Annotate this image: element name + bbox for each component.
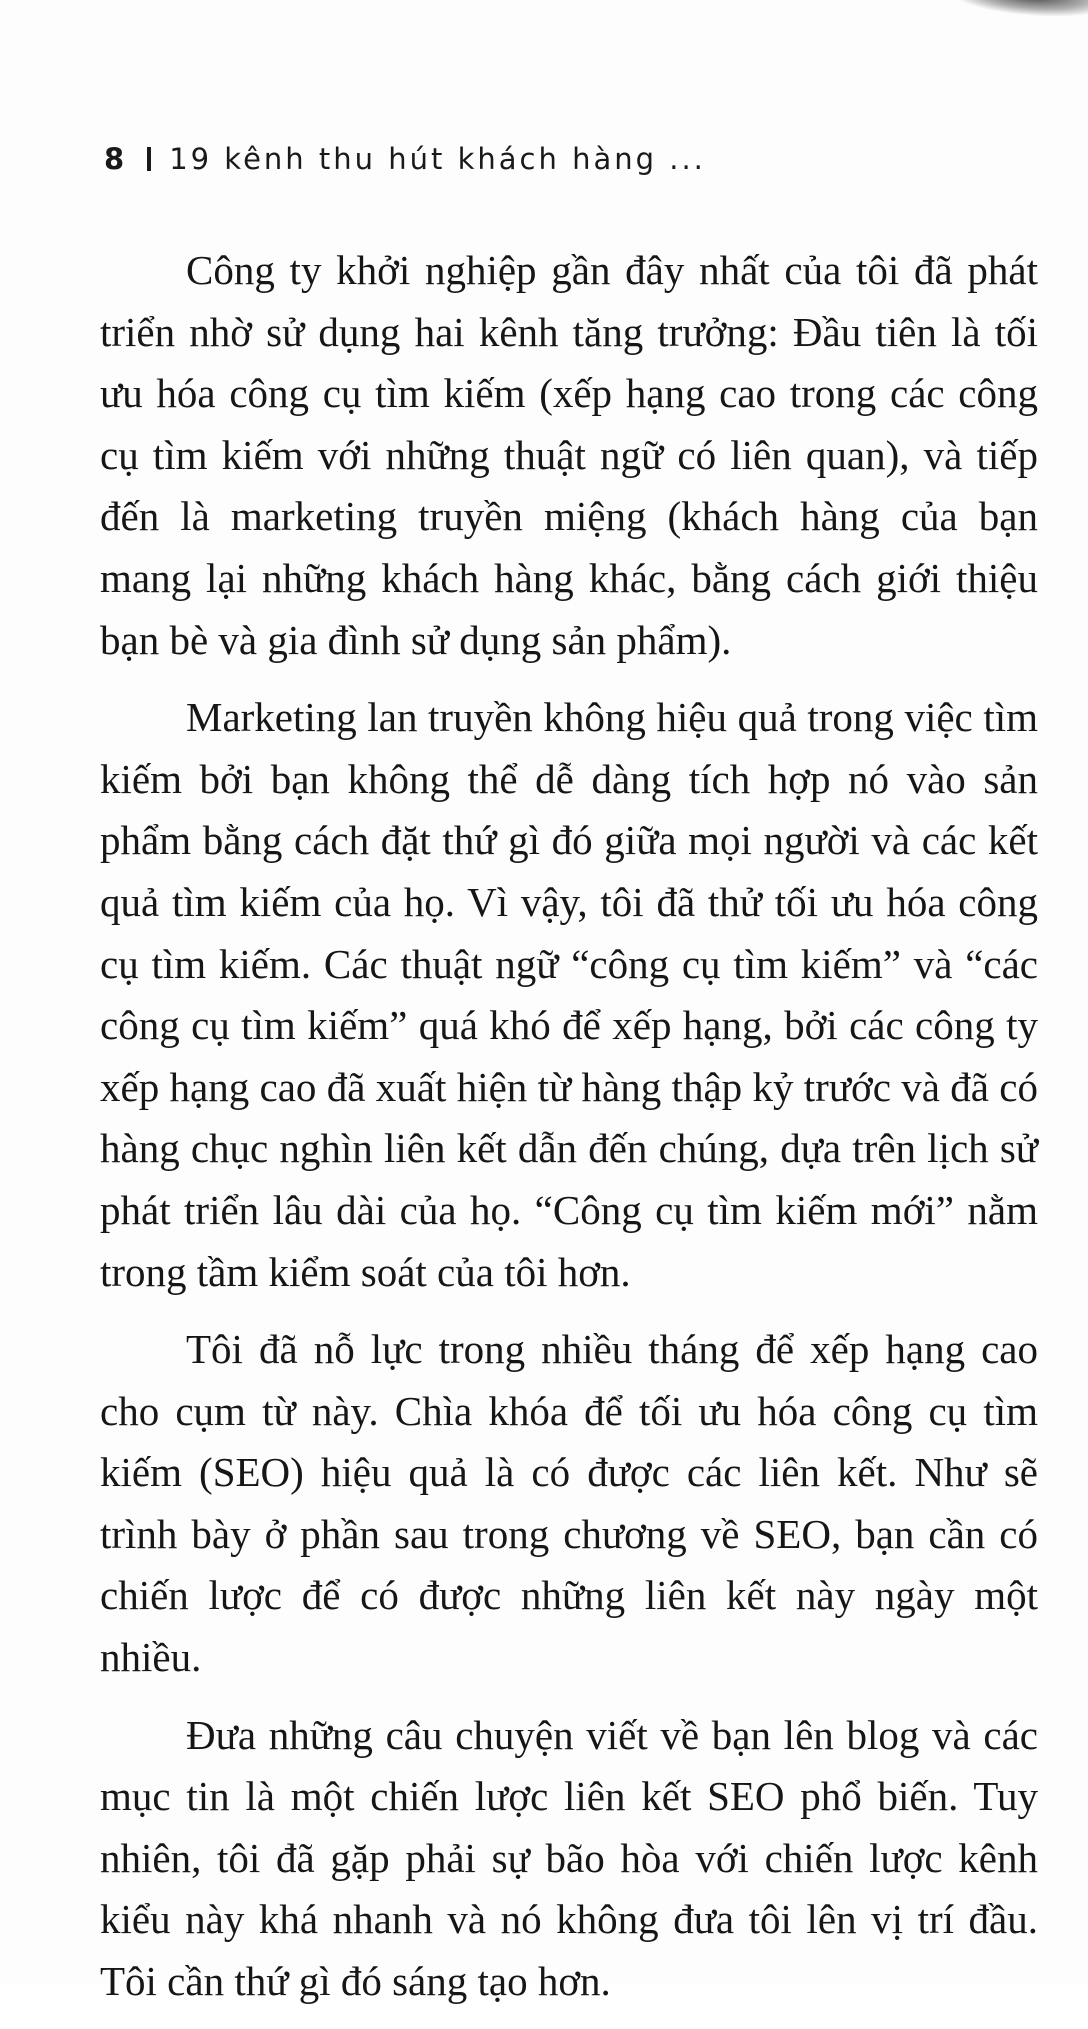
paragraph-3: Tôi đã nỗ lực trong nhiều tháng để xếp hạng cao cho cụm từ này. Chìa khóa để tối ưu hóa công cụ tìm kiếm (SEO) hiệu quả là có được các liên kết. Như sẽ trình bày ở phần sau trong chương về SEO, bạn cần có chiến lược để có được những liên kết này ngày một nhiều. <box>100 1326 1038 1681</box>
page-corner-shadow <box>947 0 1088 22</box>
header-separator <box>147 147 151 171</box>
paragraph-4: Đưa những câu chuyện viết về bạn lên blog và các mục tin là một chiến lược liên kết SEO phổ biến. Tuy nhiên, tôi đã gặp phải sự bão hòa với chiến lược kênh kiểu này khá nhanh và nó không đưa tôi lên vị trí đầu. Tôi cần thứ gì đó sáng tạo hơn. <box>100 1711 1038 2005</box>
page-number: 8 <box>104 142 128 176</box>
book-title: 19 kênh thu hút khách hàng ... <box>169 142 706 176</box>
running-header <box>104 142 706 176</box>
body-text <box>100 240 1038 2029</box>
paragraph-1: Công ty khởi nghiệp gần đây nhất của tôi đã phát triển nhờ sử dụng hai kênh tăng trưởng: Đầu tiên là tối ưu hóa công cụ tìm kiếm (xếp hạng cao trong các công cụ tìm kiếm với những thuật ngữ có liên quan), và tiếp đến là marketing truyền miệng (khách hàng của bạn mang lại những khách hàng khác, bằng cách giới thiệu bạn bè và gia đình sử dụng sản phẩm). <box>100 247 1038 663</box>
paragraph-2: Marketing lan truyền không hiệu quả trong việc tìm kiếm bởi bạn không thể dễ dàng tích hợp nó vào sản phẩm bằng cách đặt thứ gì đó giữa mọi người và các kết quả tìm kiếm của họ. Vì vậy, tôi đã thử tối ưu hóa công cụ tìm kiếm. Các thuật ngữ “công cụ tìm kiếm” và “các công cụ tìm kiếm” quá khó để xếp hạng, bởi các công ty xếp hạng cao đã xuất hiện từ hàng thập kỷ trước và đã có hàng chục nghìn liên kết dẫn đến chúng, dựa trên lịch sử phát triển lâu dài của họ. “Công cụ tìm kiếm mới” nằm trong tầm kiểm soát của tôi hơn. <box>100 694 1038 1295</box>
